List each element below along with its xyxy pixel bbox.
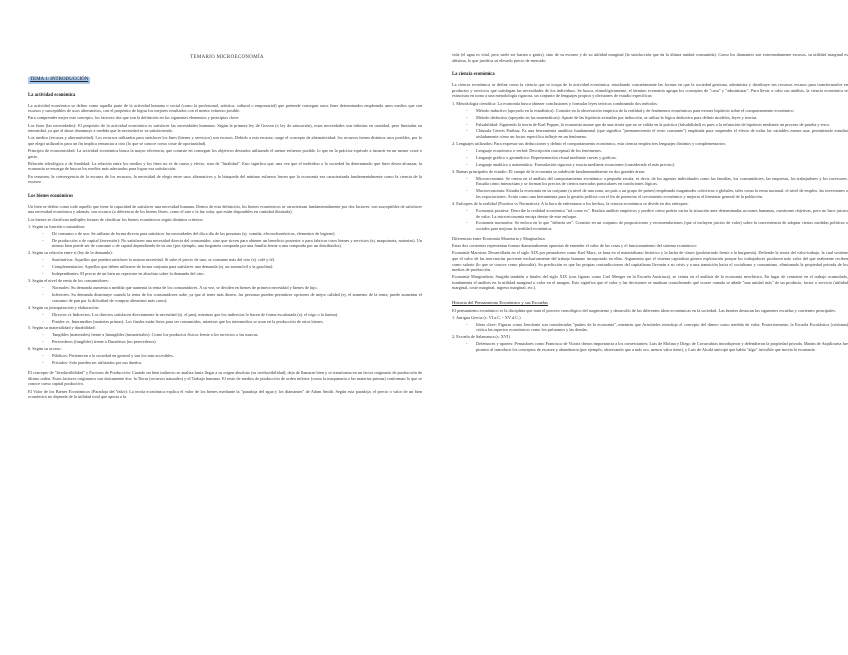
paragraph: Para comprender mejor este concepto, los factores dos que son la definición en los siguientes elementos y principios clave: bbox=[28, 115, 240, 121]
document-title: TEMARIO MICROECONOMÍA bbox=[190, 55, 264, 60]
paragraph: Estas dos corrientes representan formas diametralmente opuestas de entender el valor de las cosas y el funcionamiento del sistema económico: bbox=[452, 243, 697, 249]
paragraph: El concepto de "Irreductibilidad" y Factores de Producción: Cuando un bien indirecto se analiza hasta llegar a su origen absoluto (su irreductibilidad), deja de llamarse bien y se transforma en un factor originario de producción de último orden. Estos factores originarios son únicamente dos: la Tierra (recursos naturales) y el Trabajo humano. El resto de medios de producción de orden inferior (como la maquinaria o las materias primas) conforman lo que se conoce como capital productivo. bbox=[28, 370, 422, 387]
section-heading-actividad: La actividad económica bbox=[28, 92, 76, 98]
list-subitem: - Método inductivo (apoyado en la estadística): Consiste en la observación empírica de la realidad y de fenómenos económicos para extraer hipótesis sobre el comportamiento económico. bbox=[476, 108, 848, 114]
list-subitem: - Independientes: El precio de un bien no repercute en absoluto sobre la demanda del otro. bbox=[52, 271, 422, 277]
list-item: 3. Ramas principales de estudio: El campo de la economía se subdivide fundamentalmente en dos grandes áreas: bbox=[452, 168, 646, 174]
list-item: 3. Según el nivel de renta de los consumidores: bbox=[28, 278, 110, 284]
list-item: 2. Lenguajes utilizados: Para expresar sus deducciones y definir el comportamiento económico, esta ciencia emplea tres lenguajes distintos y complementarios: bbox=[452, 141, 727, 147]
list-subitem: - Inferiores: Su demanda disminuye cuando la renta de los consumidores sube, ya que al tener más dinero, las personas pueden permitirse opciones de mejor calidad (ej. el aumento de la renta, puede aumentar el consumo de pan por la dificultad de comprar alimentos más caros). bbox=[52, 292, 422, 303]
paragraph: Relación teleológica o de finalidad: La relación entre los medios y los fines no es de causa y efecto, sino de "finalidad". Esto significa que, una vez que el individuo o la sociedad ha determinado qué fines desea alcanzar, la economía se encarga de buscar los medios más adecuados para lograr esa satisfacción. bbox=[28, 160, 422, 172]
paragraph: La ciencia económica se define como la ciencia que se ocupa de la actividad económica, estudiando concretamente las formas en que la sociedad gestiona, administra y distribuye sus recursos escasos para transformarlos en productos y servicios que satisfagan las necesidades de los individuos. Se busca, etimológicamente, el término economía agrupa los conceptos de "casa" y "administrar". Para llevar a cabo sus análisis, la ciencia económica se estructura en torno a una metodología rigurosa, un conjunto de lenguajes propios y divisiones de estudio específicas: bbox=[452, 82, 848, 99]
list-item: 1. Antigua Grecia (s. VI a.C. - XV d.C.) bbox=[452, 314, 521, 320]
list-subitem: - Economía positiva: Describe la realidad económica "tal como es". Realiza análisis empíricos y predice cómo podría variar la situación ante determinadas acciones humanas, cuestiones objetivas, pero no hace juicios de valor. La microeconomía encaja dentro de este enfoque. bbox=[476, 208, 848, 219]
list-subitem: - Microeconomía: Se centra en el análisis del comportamiento económico a pequeña escala, es decir, de los agentes individuales como las familias, los consumidores, las empresas, los trabajadores y los inversores. Estudia cómo interactúan y se forman los precios de ciertos mercados particulares en condiciones lógicas. bbox=[476, 176, 848, 187]
list-item: 4. Según su jerarquización y elaboración: bbox=[28, 304, 100, 310]
section-heading-ciencia: La ciencia económica bbox=[452, 72, 495, 78]
paragraph: En resumen, la convergencia de la escasez de los recursos, la necesidad de elegir entre usos alternativos y la búsqueda del mínimo esfuerzo hacen que la economía sea caracterizada fundamentalmente como la ciencia de la escasez. bbox=[28, 173, 422, 185]
list-subitem: - Tangibles (materiales) frente a Intangibles (inmateriales): Como los productos físicos frente a los servicios o las marcas. bbox=[52, 332, 422, 338]
list-subitem: - Complementarios: Aquellos que deben utilizarse de forma conjunta para satisfacer una demanda (ej. un automóvil y la gasolina). bbox=[52, 264, 422, 270]
list-item: 4. Enfoques de la realidad (Positiva vs Normativa): A la hora de enfrentarse a los hechos, la ciencia económica se divide en dos enfoques: bbox=[452, 200, 689, 206]
list-subitem: - De producción o de capital (inversión): No satisfacen una necesidad directa del consumidor, sino que sirven para obtener un beneficio posterior o para fabricar otros bienes y servicios (ej. maquinaria, materias). Un mismo bien puede ser de consumo o de capital dependiendo de su uso (por ejemplo, una furgoneta comprada por una familia frente a una comprada por un distribuidor). bbox=[52, 238, 422, 249]
tema-heading: TEMA 1: INTRODUCCIÓN bbox=[30, 77, 89, 82]
list-subitem: - Falsabilidad: Siguiendo la teoría de Karl Popper, la economía asume que de una teoría que no se valida en la práctica (falsabilidad) es pues a la refutación de hipótesis mediante un proceso de prueba y error. bbox=[476, 122, 848, 128]
paragraph: Los fines (las necesidades): El propósito de la actividad económica es satisfacer las necesidades humanas. Según la primera ley de Gossen (o ley de saturación), estas necesidades son infinitas en cantidad, pero limitadas en intensidad, ya que al darse disminuye a medida que la necesidad se va satisfaciendo. bbox=[28, 122, 422, 134]
list-subitem: - Directos vs Indirectos: Los directos satisfacen directamente la necesidad (ej. el pan), mientras que los indirectos lo hacen de forma escalonada (ej. el trigo o la harina). bbox=[52, 312, 422, 318]
paragraph: El Valor de los Bienes Económicos (Paradoja del Valor): La teoría económica explica el valor de los bienes mediante la "paradoja del agua y los diamantes" de Adam Smith. Según esta paradoja, el precio o valor de un bien económico no depende de la utilidad total que aporta a la bbox=[28, 388, 422, 400]
paragraph: vida (el agua es vital, pero suele ser barata o gratis), sino de su escasez y de su utilidad marginal (la satisfacción que da la última unidad consumida). Como los diamantes son extremadamente escasos, su utilidad marginal es altísima, lo que justifica su elevado precio de mercado. bbox=[452, 52, 848, 63]
list-item: 5. Según su materialidad y durabilidad: bbox=[28, 325, 96, 331]
paragraph: La actividad económica se define como aquella parte de la actividad humana o social (como la profesional, artística, cultural o empresarial) que pretende conseguir unos fines determinados empleando unos medios que son escasos y susceptibles de usos alternativos, con el propósito de lograr los mejores resultados con el menor esfuerzo posible. bbox=[28, 102, 422, 114]
right-column bbox=[452, 52, 848, 354]
paragraph: Economía Marxista: Desarrollada en el siglo XIX por pensadores como Karl Marx, se basa en el materialismo histórico y la lucha de clases (proletariado frente a la burguesía). Defiende la teoría del valor-trabajo, la cual sostiene que el valor de las mercancías proviene exclusivamente del trabajo humano incorporado en ellas. Argumenta que el sistema capitalista genera explotación porque los trabajadores producen más valor del que realmente reciben como salario (lo que se conoce como plusvalía). Su predicción es que las propias contradicciones del capitalismo llevarán a su crisis y a una transición hacia el socialismo y comunismo, eliminando la propiedad privada de los medios de producción. bbox=[452, 250, 848, 273]
list-subitem: - Lenguaje económico o verbal: Descripción conceptual de los fenómenos. bbox=[476, 148, 848, 154]
list-subitem: - Economía normativa: Se enfoca en lo que "debería ser". Consiste en un conjunto de proposiciones y recomendaciones (que sí incluyen juicios de valor) sobre la conveniencia de adoptar ciertas medidas políticas o sociales para mejorar la realidad económica. bbox=[476, 220, 848, 231]
list-subitem: - Normales: Su demanda aumenta a medida que aumenta la renta de los consumidores. A su vez, se dividen en bienes de primera necesidad y bienes de lujo. bbox=[52, 285, 422, 291]
paragraph: Los bienes se clasifican múltiples formas de clasificar los bienes económicos según distintos criterios: bbox=[28, 216, 204, 222]
list-subitem: - Privados: Solo pueden ser utilizados por sus dueños. bbox=[52, 360, 422, 366]
list-item: 1. Metodología científica: La economía busca obtener conclusiones y formular leyes teóricas combinando dos métodos: bbox=[452, 100, 658, 106]
list-subitem: - Perecederos (fungibles) frente a Duraderos (no perecederos). bbox=[52, 339, 422, 345]
list-subitem: - Lenguaje gráfico o geométrico: Representación visual mediante curvas y gráficas. bbox=[476, 155, 848, 161]
list-subitem: - Públicos: Pertenecen a la sociedad en general y son los más accesibles. bbox=[52, 353, 422, 359]
list-subitem: - Finales vs. Intermedios (materias primas): Los finales están listos para ser consumidos, mientras que los intermedios se usan en la producción de otros bienes. bbox=[52, 319, 422, 325]
list-subitem: - De consumo o de uso: Se utilizan de forma directa para satisfacer las necesidades del día a día de las personas (ej. comida, electrodomésticos, elementos de higiene). bbox=[52, 231, 422, 237]
list-subitem: - Defensores y aportes: Pensadores como Francisco de Vitoria dieron importancia a los comerciantes; Luis de Molina y Diego de Covarrubias introdujeron y defendieron la propiedad privada. Martín de Azpilicueta fue pionero al introducir los conceptos de escasez y abundancia (por ejemplo, observando que a más oro, menos valor tiene), y Luis de Alcalá anticipó que había "algo" invisible que movía la economía. bbox=[476, 341, 848, 352]
paragraph: Los medios (escasez y alternatividad): Los recursos utilizados para satisfacer los fines (bienes y servicios) son escasos. Debido a esta escasez, surge el concepto de alternatividad: los recursos tienen distintos usos posibles, por lo que elegir utilizarlos para un fin implica renunciar a otro (lo que se conoce como coste de oportunidad). bbox=[28, 135, 422, 146]
list-subitem: - Método deductivo (apoyado en las matemáticas): Aparte de las hipótesis extraídas por inducción, se utiliza la lógica deductiva para definir modelos, leyes y teorías. bbox=[476, 115, 848, 121]
list-item: 1. Según su función o naturaleza: bbox=[28, 223, 86, 229]
paragraph: Economía Marginalista: Surgida también a finales del siglo XIX (con figuras como Carl Menger en la Escuela Austriaca), se centra en el análisis de la economía neoclásica. En lugar de centrarse en el trabajo acumulado, fundamenta el análisis en la utilidad marginal o valor en el margen. Esto significa que el valor y las decisiones se analizan considerando qué ocurre cuando se añade "una unidad más" de un producto, factor o servicio (utilidad marginal, coste marginal, ingreso marginal, etc.). bbox=[452, 274, 848, 291]
list-subitem: - Macroeconomía: Estudia la economía en su conjunto (a nivel de una zona, un país o un grupo de países) empleando magnitudes colectivas o globales, tales como la renta nacional, el nivel de empleo, las inversiones o las exportaciones. Actúa como una herramienta para la gestión política con el fin de potenciar el crecimiento económico y mejorar el bienestar general de la población. bbox=[476, 188, 848, 199]
subsection-title-corrientes: Diferencias entre Economía Monetaria y Marginalista bbox=[452, 236, 545, 242]
list-item: 2. Escuela de Salamanca (s. XVI) bbox=[452, 334, 510, 340]
list-subitem: - Ideas clave: Figuras como Jenofonte son consideradas "padres de la economía", mientras que Aristóteles introdujo el concepto del dinero como medida de valor. Posteriormente, la Escuela Escolástica (cristiana) critica las aspectos económicos como los préstamos y las deudas. bbox=[476, 322, 848, 333]
left-column bbox=[28, 55, 422, 401]
paragraph: Un bien se define como todo aquello que tiene la capacidad de satisfacer una necesidad humana. Dentro de esta definición, los bienes económicos se caracterizan fundamentalmente por dos factores: son susceptibles de satisfacer una necesidad económica y además, son escasos (a diferencia de los bienes libres, como el aire o la luz solar, que están disponibles en cantidad ilimitada). bbox=[28, 203, 422, 215]
subsection-title-historia: Historia del Pensamiento Económico y sus Escuelas bbox=[452, 299, 548, 305]
list-subitem: - Cláusula Ceteris Paribus: Es una herramienta analítica fundamental (que significa "permaneciendo el resto constante") empleada para suspender el efecto de todas las variables menos una, permitiendo estudiar aisladamente cómo un factor específico influye en un fenómeno. bbox=[476, 128, 848, 139]
list-subitem: - Sustitutivos: Aquellos que pueden satisfacer la misma necesidad. Si sube el precio de uno, se consume más del otro (ej. café y té). bbox=[52, 257, 422, 263]
paragraph: El pensamiento económico es la disciplina que trata el proceso cronológico del surgimiento y desarrollo de las diferentes ideas económicas en la sociedad. Las fuentes destacan las siguientes escuelas y corrientes principales: bbox=[452, 307, 836, 313]
list-item: 6. Según su acceso: bbox=[28, 346, 62, 352]
section-heading-bienes: Los bienes económicos bbox=[28, 193, 74, 199]
paragraph: Principio de economicidad: La actividad económica busca la mayor eficiencia, que consiste en conseguir los objetivos deseados utilizando el menor esfuerzo posible, lo que en la práctica equivale a incurrir en un menor coste o gasto. bbox=[28, 148, 422, 159]
list-item: 2. Según su relación entre sí (ley de la demanda): bbox=[28, 250, 113, 256]
list-subitem: - Lenguaje analítico o matemático: Formulación rigurosa y exacta mediante ecuaciones (considerado el más preciso). bbox=[476, 162, 848, 168]
